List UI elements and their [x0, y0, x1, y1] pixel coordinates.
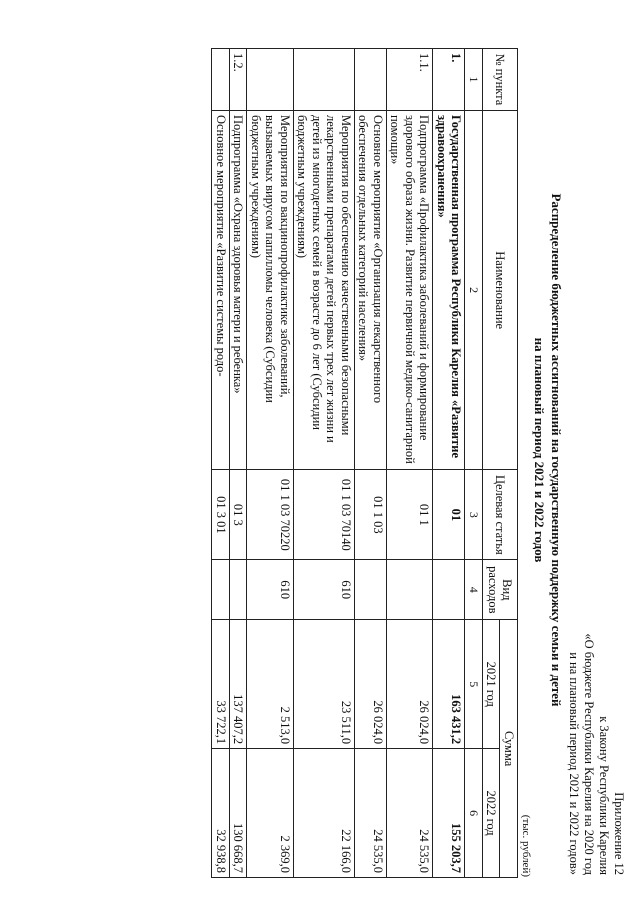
table-row [212, 49, 230, 878]
row-2022: 24 535,0 [355, 749, 387, 878]
row-num [247, 49, 294, 111]
column-index: 2 [465, 110, 483, 469]
header-target: Целевая статья [483, 470, 518, 560]
row-num: 1.1. [387, 49, 434, 111]
header-sum: Сумма [500, 620, 518, 878]
row-target: 01 1 [387, 470, 434, 560]
row-target: 01 3 [230, 470, 248, 560]
header-num: № пункта [483, 49, 518, 111]
row-2021: 26 024,0 [355, 620, 387, 749]
row-name: Подпрограмма «Профилактика заболеваний и формирование здорового образа жизни. Развитие первичной медико-санитарной помощи» [387, 110, 434, 469]
table-row [433, 49, 465, 878]
document-title [531, 70, 565, 830]
column-index-row [465, 49, 483, 878]
row-2022: 155 203,7 [433, 749, 465, 878]
header-name: Наименование [483, 110, 518, 469]
table-row [247, 49, 294, 878]
row-kind [230, 560, 248, 620]
row-name: Мероприятия по обеспечению качественными безопасными лекарственными препаратами детей первых трех лет жизни и детей из многодетных семей в возрасте до 6 лет (Субсидии бюджетным учреждениям) [294, 110, 355, 469]
row-2021: 137 407,2 [230, 620, 248, 749]
row-num: 1. [433, 49, 465, 111]
row-num: 1.2. [230, 49, 248, 111]
row-2021: 33 722,1 [212, 620, 230, 749]
row-name: Подпрограмма «Охрана здоровья матери и ребенка» [230, 110, 248, 469]
row-name: Основное мероприятие «Организация лекарственного обеспечения отдельных категорий населения» [355, 110, 387, 469]
row-target: 01 1 03 70140 [294, 470, 355, 560]
row-2022: 22 166,0 [294, 749, 355, 878]
column-index: 6 [465, 749, 483, 878]
row-2022: 32 938,8 [212, 749, 230, 878]
row-num [212, 49, 230, 111]
budget-table [212, 48, 519, 878]
row-kind [355, 560, 387, 620]
header-kind: Вид расходов [483, 560, 518, 620]
row-target: 01 1 03 [355, 470, 387, 560]
row-2021: 23 511,0 [294, 620, 355, 749]
table-row [294, 49, 355, 878]
row-kind [387, 560, 434, 620]
column-index: 1 [465, 49, 483, 111]
header-2022: 2022 год [483, 749, 501, 878]
appendix-line-3: «О бюджете Республики Карелия на 2020 год [582, 633, 596, 875]
header-2021: 2021 год [483, 620, 501, 749]
appendix-line-1: Приложение 12 [612, 792, 626, 875]
table-row [355, 49, 387, 878]
row-name: Мероприятия по вакцинопрофилактике заболеваний, вызываемых вирусом папилломы человека (Субсидии бюджетным учреждениям) [247, 110, 294, 469]
column-index: 4 [465, 560, 483, 620]
row-kind: 610 [294, 560, 355, 620]
row-target: 01 [433, 470, 465, 560]
row-kind: 610 [247, 560, 294, 620]
row-num [355, 49, 387, 111]
appendix-line-4: и на плановый период 2021 и 2022 годов» [567, 652, 581, 875]
title-line-2: на плановый период 2021 и 2022 годов [532, 337, 547, 563]
title-line-1: Распределение бюджетных ассигнований на государственную поддержку семьи и детей [549, 193, 564, 707]
row-num [294, 49, 355, 111]
appendix-line-2: к Закону Республики Карелия [597, 716, 611, 875]
row-kind [433, 560, 465, 620]
row-2022: 130 668,7 [230, 749, 248, 878]
table-row [230, 49, 248, 878]
row-2022: 24 535,0 [387, 749, 434, 878]
table-row [387, 49, 434, 878]
appendix-header [566, 633, 626, 875]
row-target: 01 3 01 [212, 470, 230, 560]
row-2021: 2 513,0 [247, 620, 294, 749]
units-note: (тыс. рублей) [520, 814, 532, 877]
row-2022: 2 369,0 [247, 749, 294, 878]
row-2021: 163 431,2 [433, 620, 465, 749]
column-index: 5 [465, 620, 483, 749]
row-name: Государственная программа Республики Карелия «Развитие здравоохранения» [433, 110, 465, 469]
row-name: Основное мероприятие «Развитие системы родо- [212, 110, 230, 469]
row-kind [212, 560, 230, 620]
column-index: 3 [465, 470, 483, 560]
row-2021: 26 024,0 [387, 620, 434, 749]
row-target: 01 1 03 70220 [247, 470, 294, 560]
